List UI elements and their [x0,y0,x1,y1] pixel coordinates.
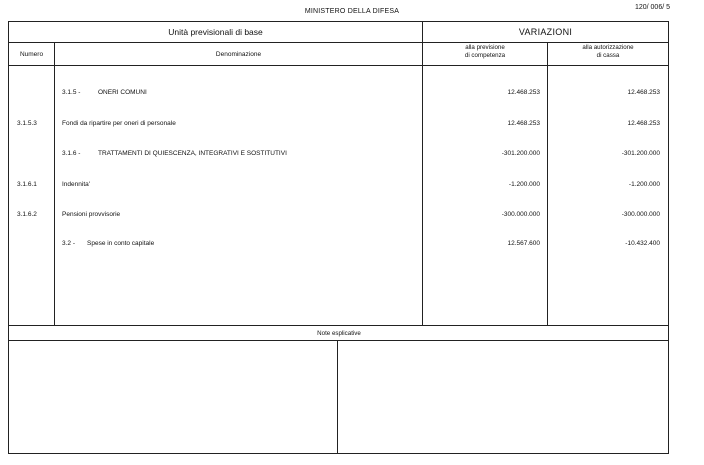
row-1-code: 3.1.5 - [62,89,81,96]
competenza-header [423,44,547,66]
row-4-denominazione: Indennita' [62,181,90,188]
competenza-header-line1: alla previsione [465,44,505,51]
row-1-denominazione: ONERI COMUNI [98,89,147,96]
row-6-code: 3.2 - [62,240,76,247]
variazioni-header: VARIAZIONI [518,27,573,37]
row-2-denominazione: Fondi da ripartire per oneri di personale [62,120,176,127]
row-4-competenza: -1.200.000 [508,181,540,188]
row-6-competenza: 12.567.600 [507,240,540,247]
row-2-competenza: 12.468.253 [507,120,540,127]
row-3-competenza: -301.200.000 [501,150,540,157]
row-3-denominazione: TRATTAMENTI DI QUIESCENZA, INTEGRATIVI E SOSTITUTIVI [98,150,287,157]
notes-right-box [340,342,667,452]
ministry-title: MINISTERO DELLA DIFESA [304,8,400,15]
notes-title-rule [8,340,669,341]
row-1-cassa: 12.468.253 [627,89,660,96]
cassa-header [548,44,668,66]
notes-split-rule [337,340,338,454]
notes-title: Note esplicative [317,330,361,337]
row-4-cassa: -1.200.000 [628,181,660,188]
numero-column-rule [54,43,55,325]
cassa-header-line2: di cassa [596,52,620,59]
denominazione-header: Denominazione [215,50,262,58]
row-6-cassa: -10.432.400 [625,240,660,247]
row-3-code: 3.1.6 - [62,150,81,157]
variazioni-column-rule [422,21,423,325]
page-code: 120/ 006/ 5 [634,4,670,11]
row-2-cassa: 12.468.253 [627,120,660,127]
row-5-denominazione: Pensioni provvisorie [62,211,121,218]
competenza-header-line2: di competenza [464,52,506,59]
row-5-cassa: -300.000.000 [621,211,660,218]
row-3-cassa: -301.200.000 [621,150,660,157]
row-2-numero: 3.1.5.3 [17,120,37,127]
row-4-numero: 3.1.6.1 [17,181,37,188]
upb-header: Unità previsionali di base [168,27,263,37]
notes-left-box [10,342,335,452]
numero-header: Numero [19,50,44,58]
row-5-competenza: -300.000.000 [501,211,540,218]
row-5-numero: 3.1.6.2 [17,211,37,218]
cassa-header-line1: alla autorizzazione [582,44,634,51]
row-1-competenza: 12.468.253 [507,89,540,96]
row-6-denominazione: Spese in conto capitale [87,240,155,247]
table-bottom-rule [8,325,669,326]
